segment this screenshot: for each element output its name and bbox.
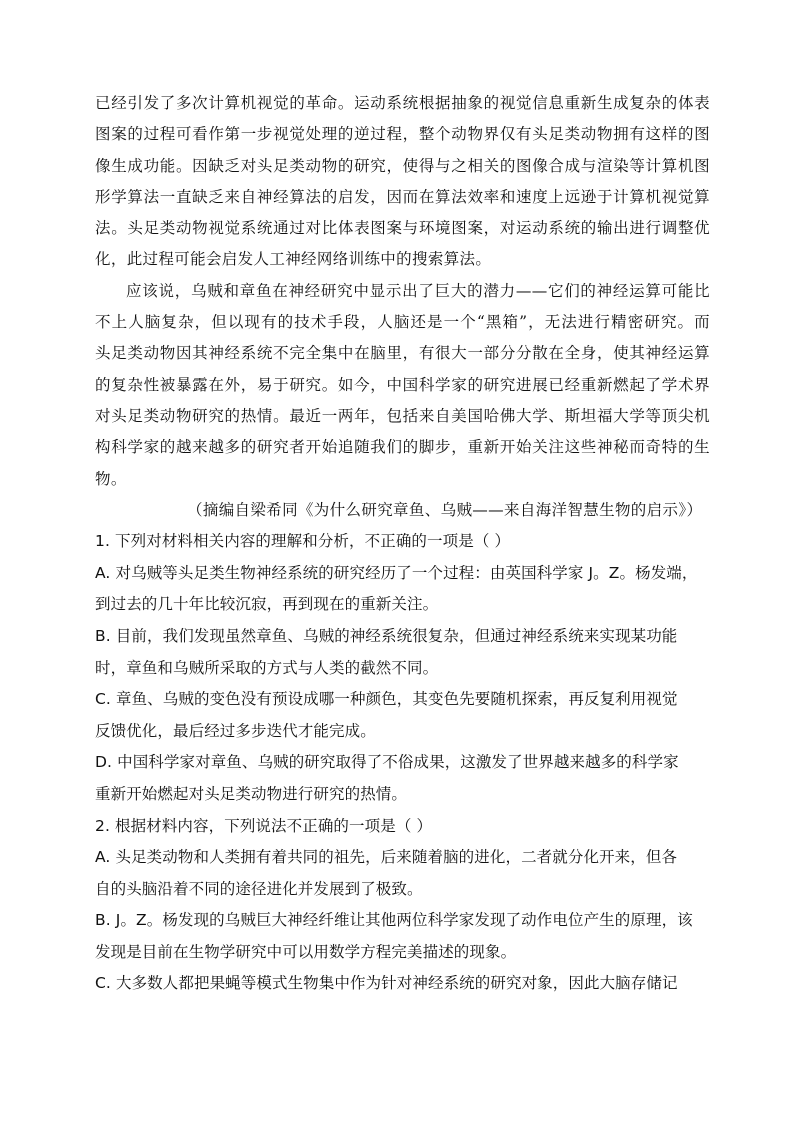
text-line: 已经引发了多次计算机视觉的革命。运动系统根据抽象的视觉信息重新生成复杂的体表 <box>95 94 710 112</box>
option-b-cont: 发现是目前在生物学研究中可以用数学方程完美描述的现象。 <box>95 942 517 961</box>
text-line: 法。头足类动物视觉系统通过对比体表图案与环境图案，对运动系统的输出进行调整优 <box>95 219 710 238</box>
option-b: B. 目前，我们发现虽然章鱼、乌贼的神经系统很复杂，但通过神经系统来实现某功能 <box>95 626 678 645</box>
article-paragraph-1 <box>95 88 710 276</box>
question-stem: 2. 根据材料内容，下列说法不正确的一项是（ ） <box>95 816 433 835</box>
article-paragraph-2 <box>95 276 710 495</box>
text-line: 的复杂性被暴露在外，易于研究。如今，中国科学家的研究进展已经重新燃起了学术界 <box>95 375 710 394</box>
question-2 <box>95 811 710 1001</box>
option-d: D. 中国科学家对章鱼、乌贼的研究取得了不俗成果，这激发了世界越来越多的科学家 <box>95 753 679 772</box>
text-line: 对头足类动物研究的热情。最近一两年，包括来自美国哈佛大学、斯坦福大学等顶尖机 <box>95 406 710 425</box>
option-b: B. J。Z。杨发现的乌贼巨大神经纤维让其他两位科学家发现了动作电位产生的原理，该 <box>95 911 693 930</box>
text-line: 不上人脑复杂，但以现有的技术手段，人脑还是一个“黑箱”，无法进行精密研究。而 <box>95 313 710 332</box>
text-line: 图案的过程可看作第一步视觉处理的逆过程，整个动物界仅有头足类动物拥有这样的图 <box>95 125 710 144</box>
text-line: 像生成功能。因缺乏对头足类动物的研究，使得与之相关的图像合成与渲染等计算机图 <box>95 156 710 175</box>
option-c-cont: 反馈优化，最后经过多步迭代才能完成。 <box>95 721 376 740</box>
text-line: 构科学家的越来越多的研究者开始追随我们的脚步，重新开始关注这些神秘而奇特的生 <box>95 438 710 457</box>
option-a: A. 对乌贼等头足类生物神经系统的研究经历了一个过程：由英国科学家 J。Z。杨发端， <box>95 563 698 582</box>
text-line: 应该说，乌贼和章鱼在神经研究中显示出了巨大的潜力——它们的神经运算可能比 <box>126 281 710 300</box>
text-line: 物。 <box>95 469 127 488</box>
option-c: C. 大多数人都把果蝇等模式生物集中作为针对神经系统的研究对象，因此大脑存储记 <box>95 974 678 993</box>
option-d-cont: 重新开始燃起对头足类动物进行研究的热情。 <box>95 784 408 803</box>
article-source: （摘编自梁希同《为什么研究章鱼、乌贼——来自海洋智慧生物的启示》） <box>187 500 703 519</box>
document-page <box>95 88 710 1000</box>
option-a-cont: 自的头脑沿着不同的途径进化并发展到了极致。 <box>95 879 423 898</box>
question-stem: 1. 下列对材料相关内容的理解和分析，不正确的一项是（ ） <box>95 532 511 551</box>
text-line: 头足类动物因其神经系统不完全集中在脑里，有很大一部分分散在全身，使其神经运算 <box>95 344 710 363</box>
option-a: A. 头足类动物和人类拥有着共同的祖先，后来随着脑的进化，二者就分化开来，但各 <box>95 848 678 867</box>
text-line: 形学算法一直缺乏来自神经算法的启发，因而在算法效率和速度上远逊于计算机视觉算 <box>95 187 710 206</box>
question-1 <box>95 526 710 810</box>
text-line: 化，此过程可能会启发人工神经网络训练中的搜索算法。 <box>95 250 492 269</box>
option-b-cont: 时，章鱼和乌贼所采取的方式与人类的截然不同。 <box>95 658 439 677</box>
option-c: C. 章鱼、乌贼的变色没有预设成哪一种颜色，其变色先要随机探索，再反复利用视觉 <box>95 690 678 709</box>
option-a-cont: 到过去的几十年比较沉寂，再到现在的重新关注。 <box>95 595 439 614</box>
